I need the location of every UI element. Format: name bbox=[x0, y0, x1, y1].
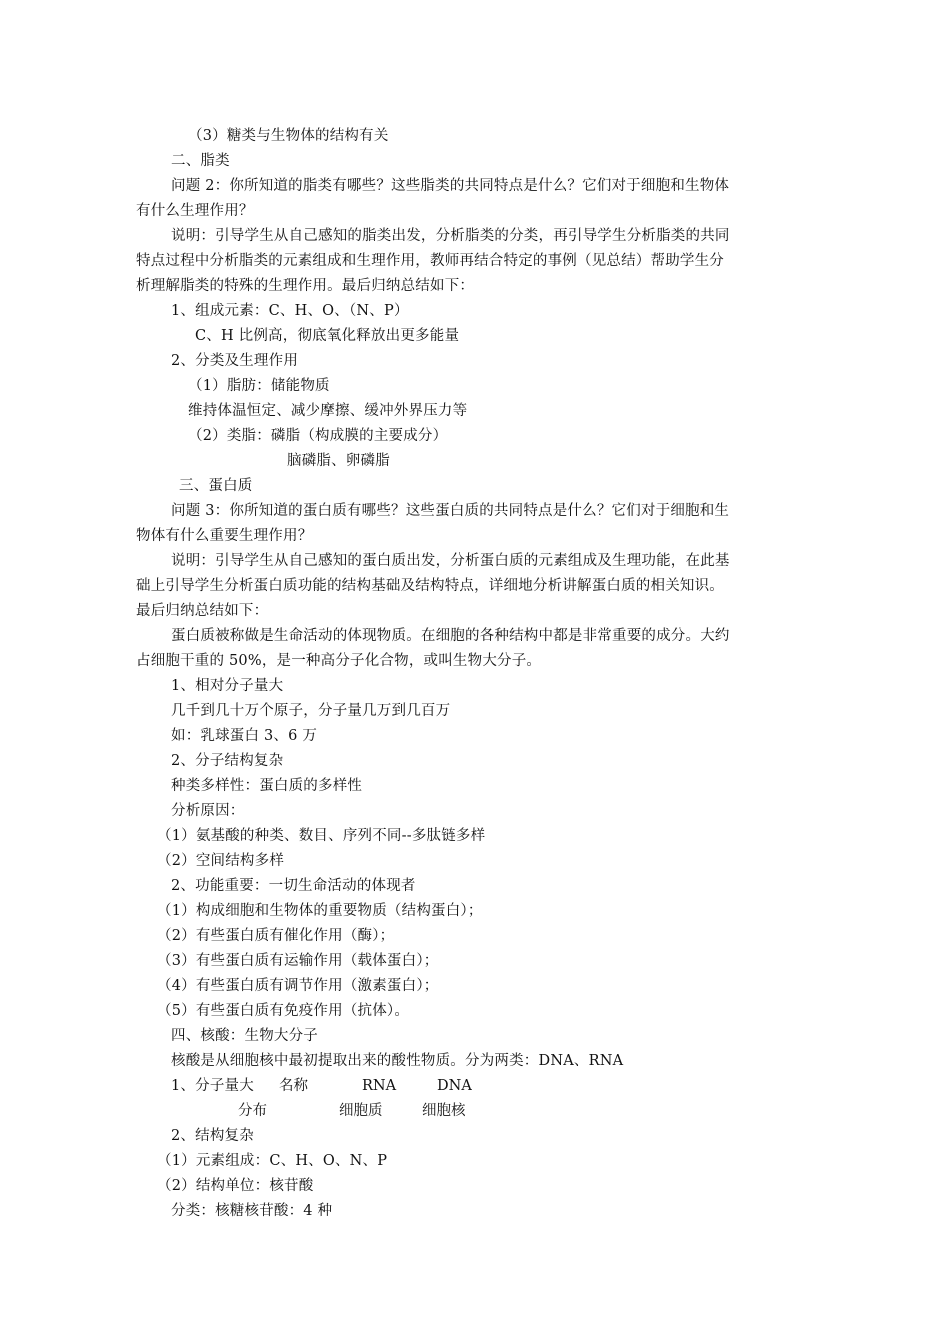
text-line: 2、分类及生理作用 bbox=[171, 353, 299, 369]
list-item: （2）有些蛋白质有催化作用（酶）； bbox=[157, 928, 395, 944]
text-line: 2、结构复杂 bbox=[171, 1128, 254, 1144]
text-line: 如：乳球蛋白 3、6 万 bbox=[171, 728, 318, 744]
text-line: 分析原因： bbox=[171, 803, 245, 819]
text-line: （2）空间结构多样 bbox=[157, 853, 285, 869]
list-item: （5）有些蛋白质有免疫作用（抗体）。 bbox=[157, 1003, 410, 1019]
list-item: （3）有些蛋白质有运输作用（载体蛋白）； bbox=[157, 953, 439, 969]
text-line: 种类多样性：蛋白质的多样性 bbox=[171, 778, 363, 794]
table-cell: RNA bbox=[362, 1078, 397, 1094]
text-line: 1、相对分子量大 bbox=[171, 678, 284, 694]
text-line: 分类：核糖核苷酸：4 种 bbox=[171, 1203, 333, 1219]
text-line: 说明：引导学生从自己感知的蛋白质出发，分析蛋白质的元素组成及生理功能，在此基 bbox=[171, 553, 730, 569]
text-line: 蛋白质被称做是生命活动的体现物质。在细胞的各种结构中都是非常重要的成分。大约 bbox=[171, 628, 730, 644]
text-line: 核酸是从细胞核中最初提取出来的酸性物质。分为两类：DNA、RNA bbox=[171, 1053, 624, 1069]
text-line: （2）类脂：磷脂（构成膜的主要成分） bbox=[188, 428, 448, 444]
text-line: （1）氨基酸的种类、数目、序列不同--多肽链多样 bbox=[157, 828, 486, 844]
text-line: 脑磷脂、卵磷脂 bbox=[287, 453, 390, 469]
text-line: 特点过程中分析脂类的元素组成和生理作用，教师再结合特定的事例（见总结）帮助学生分 bbox=[136, 253, 724, 269]
text-line: 几千到几十万个原子，分子量几万到几百万 bbox=[171, 703, 451, 719]
text-line: 2、分子结构复杂 bbox=[171, 753, 284, 769]
text-line: 2、功能重要：一切生命活动的体现者 bbox=[171, 878, 416, 894]
list-item: （1）构成细胞和生物体的重要物质（结构蛋白）； bbox=[157, 903, 483, 919]
text-line: 1、分子量大 bbox=[171, 1078, 254, 1094]
section-heading: 二、脂类 bbox=[171, 153, 230, 169]
text-line: 析理解脂类的特殊的生理作用。最后归纳总结如下： bbox=[136, 278, 475, 294]
text-line: 物体有什么重要生理作用？ bbox=[136, 528, 313, 544]
text-line: 有什么生理作用？ bbox=[136, 203, 254, 219]
text-line: C、H 比例高，彻底氧化释放出更多能量 bbox=[195, 328, 460, 344]
text-line: 维持体温恒定、减少摩擦、缓冲外界压力等 bbox=[188, 403, 468, 419]
list-item: （1）元素组成：C、H、O、N、P bbox=[157, 1153, 388, 1169]
table-cell: DNA bbox=[437, 1078, 472, 1094]
list-item: （2）结构单位：核苷酸 bbox=[157, 1178, 314, 1194]
text-line: （3）糖类与生物体的结构有关 bbox=[188, 128, 389, 144]
text-line: 最后归纳总结如下： bbox=[136, 603, 269, 619]
table-cell: 细胞质 bbox=[339, 1103, 383, 1119]
text-line: （1）脂肪：储能物质 bbox=[188, 378, 330, 394]
text-line: 1、组成元素：C、H、O、（N、P） bbox=[171, 303, 409, 319]
table-cell: 名称 bbox=[279, 1078, 308, 1094]
text-line: 占细胞干重的 50%，是一种高分子化合物，或叫生物大分子。 bbox=[136, 653, 542, 669]
text-line: 问题 3：你所知道的蛋白质有哪些？这些蛋白质的共同特点是什么？它们对于细胞和生 bbox=[171, 503, 730, 519]
section-heading: 三、蛋白质 bbox=[179, 478, 253, 494]
text-line: 问题 2：你所知道的脂类有哪些？这些脂类的共同特点是什么？它们对于细胞和生物体 bbox=[171, 178, 730, 194]
text-line: 础上引导学生分析蛋白质功能的结构基础及结构特点，详细地分析讲解蛋白质的相关知识。 bbox=[136, 578, 724, 594]
text-line: 说明：引导学生从自己感知的脂类出发，分析脂类的分类，再引导学生分析脂类的共同 bbox=[171, 228, 730, 244]
table-cell: 分布 bbox=[238, 1103, 267, 1119]
section-heading: 四、核酸：生物大分子 bbox=[171, 1028, 318, 1044]
table-cell: 细胞核 bbox=[422, 1103, 466, 1119]
list-item: （4）有些蛋白质有调节作用（激素蛋白）； bbox=[157, 978, 439, 994]
